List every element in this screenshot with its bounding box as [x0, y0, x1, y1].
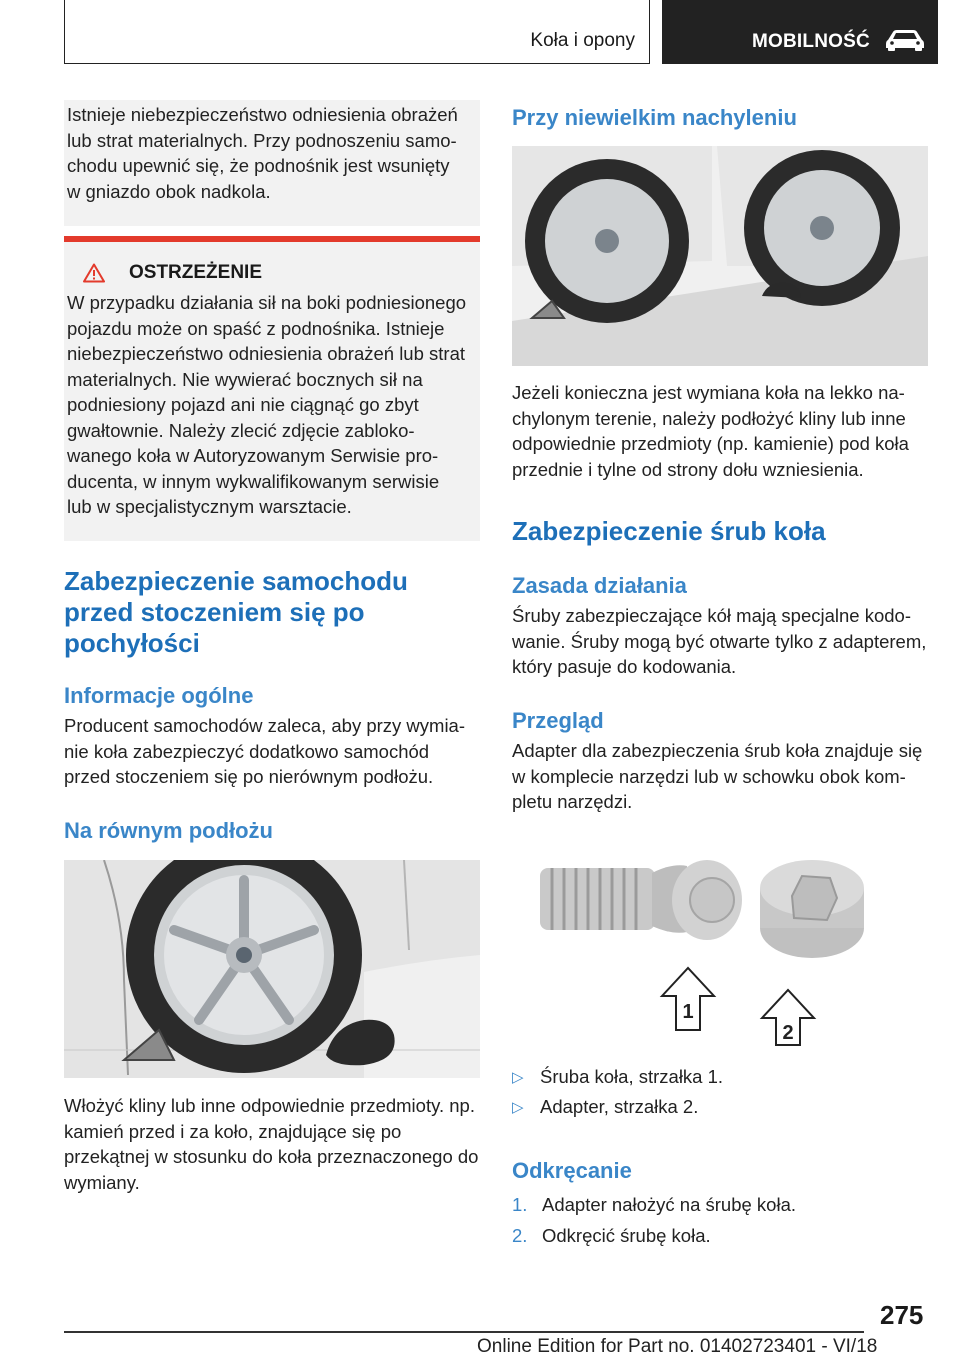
general-info-title: Informacje ogólne: [64, 683, 254, 708]
warning-text: W przypadku działania sił na boki podniesionego pojazdu może on spaść z podnośnika. Istnieje niebezpieczeństwo odniesienia obrażeń lub strat materialnych. Nie wywierać bocznych sił na podniesiony pojazd ani nie ciągnąć go zbyt gwałtownie. Należy zlecić zdjęcie zablokowanego koła w Autoryzowanym Serwisie producenta, w innym wykwalifikowanym serwisie lub w specjalistycznym warsztacie.: [67, 292, 467, 517]
warning-continuation-text: Istnieje niebezpieczeństwo odniesienia obrażeń lub strat materialnych. Przy podnoszeniu samochodu upewnić się, że podnośnik jest wsunięty w gniazdo obok nadkola.: [67, 104, 458, 202]
step-number: 1.: [512, 1194, 528, 1215]
overview-title: Przegląd: [512, 708, 604, 733]
arrow-label-1: 1: [682, 1001, 694, 1023]
flat-ground-illustration: [64, 860, 480, 1078]
bullet-item: [512, 1096, 698, 1118]
flat-ground-title: Na równym podłożu: [64, 818, 273, 843]
header-section-box: [64, 0, 650, 64]
page-number: 275: [880, 1300, 924, 1330]
warning-title: OSTRZEŻENIE: [129, 262, 263, 283]
bullet-triangle-icon: ▷: [512, 1069, 524, 1086]
bullet-triangle-icon: ▷: [512, 1099, 524, 1116]
step-text: Adapter nałożyć na śrubę koła.: [542, 1194, 797, 1215]
step-number: 2.: [512, 1225, 528, 1246]
flat-ground-figure: [64, 860, 480, 1078]
step-text: Odkręcić śrubę koła.: [542, 1225, 711, 1246]
step-item: [512, 1225, 711, 1247]
flat-ground-text: Włożyć kliny lub inne odpowiednie przedmioty. np. kamień przed i za koło, znajdujące się po przekątnej w stosunku do koła przeznaczonego do wymiany.: [64, 1095, 479, 1193]
lock-bolt-figure: [512, 838, 928, 1053]
unscrew-title: Odkręcanie: [512, 1158, 632, 1183]
step-item: [512, 1194, 796, 1216]
warning-continuation: [64, 100, 480, 226]
arrow-label-2: 2: [782, 1022, 794, 1044]
warning-title-row: [83, 262, 468, 284]
general-info-text: Producent samochodów zaleca, aby przy wymianie koła zabezpieczyć dodatkowo samochód przed stoczeniem się po nierównym podłożu.: [64, 715, 466, 787]
section-title-rolling: Zabezpieczenie samochodu przed stoczeniem się po pochyłości: [64, 566, 408, 658]
lock-bolt-illustration: [512, 838, 928, 1053]
header-section-title: Koła i opony: [530, 30, 635, 51]
bullet-text: Śruba koła, strzałka 1.: [540, 1066, 724, 1087]
header-chapter-title: MOBILNOŚĆ: [752, 31, 870, 52]
slope-text: Jeżeli konieczna jest wymiana koła na lekko nachylonym terenie, należy podłożyć kliny lub inne odpowiednie przedmioty (np. kamienie) pod koła przednie i tylne od strony dołu wzniesienia.: [512, 382, 909, 480]
footer-edition: Online Edition for Part no. 01402723401 - VI/18: [477, 1336, 878, 1357]
slope-title: Przy niewielkim nachyleniu: [512, 105, 797, 130]
bullet-text: Adapter, strzałka 2.: [540, 1096, 699, 1117]
bullet-item: [512, 1066, 723, 1088]
slope-figure: [512, 146, 928, 366]
principle-text: Śruby zabezpieczające kół mają specjalne kodowanie. Śruby mogą być otwarte tylko z adapterem, który pasuje do kodowania.: [512, 605, 927, 677]
principle-title: Zasada działania: [512, 573, 687, 598]
bolt-lock-title: Zabezpieczenie śrub koła: [512, 516, 826, 546]
overview-text: Adapter dla zabezpieczenia śrub koła znajduje się w komplecie narzędzi lub w schowku obok kompletu narzędzi.: [512, 740, 923, 812]
slope-illustration: [512, 146, 928, 366]
warning-triangle-icon: [83, 263, 105, 283]
footer-divider: [64, 1331, 864, 1333]
header-chapter-box: [662, 0, 938, 64]
car-icon: [884, 28, 926, 52]
warning-box: [64, 236, 480, 541]
